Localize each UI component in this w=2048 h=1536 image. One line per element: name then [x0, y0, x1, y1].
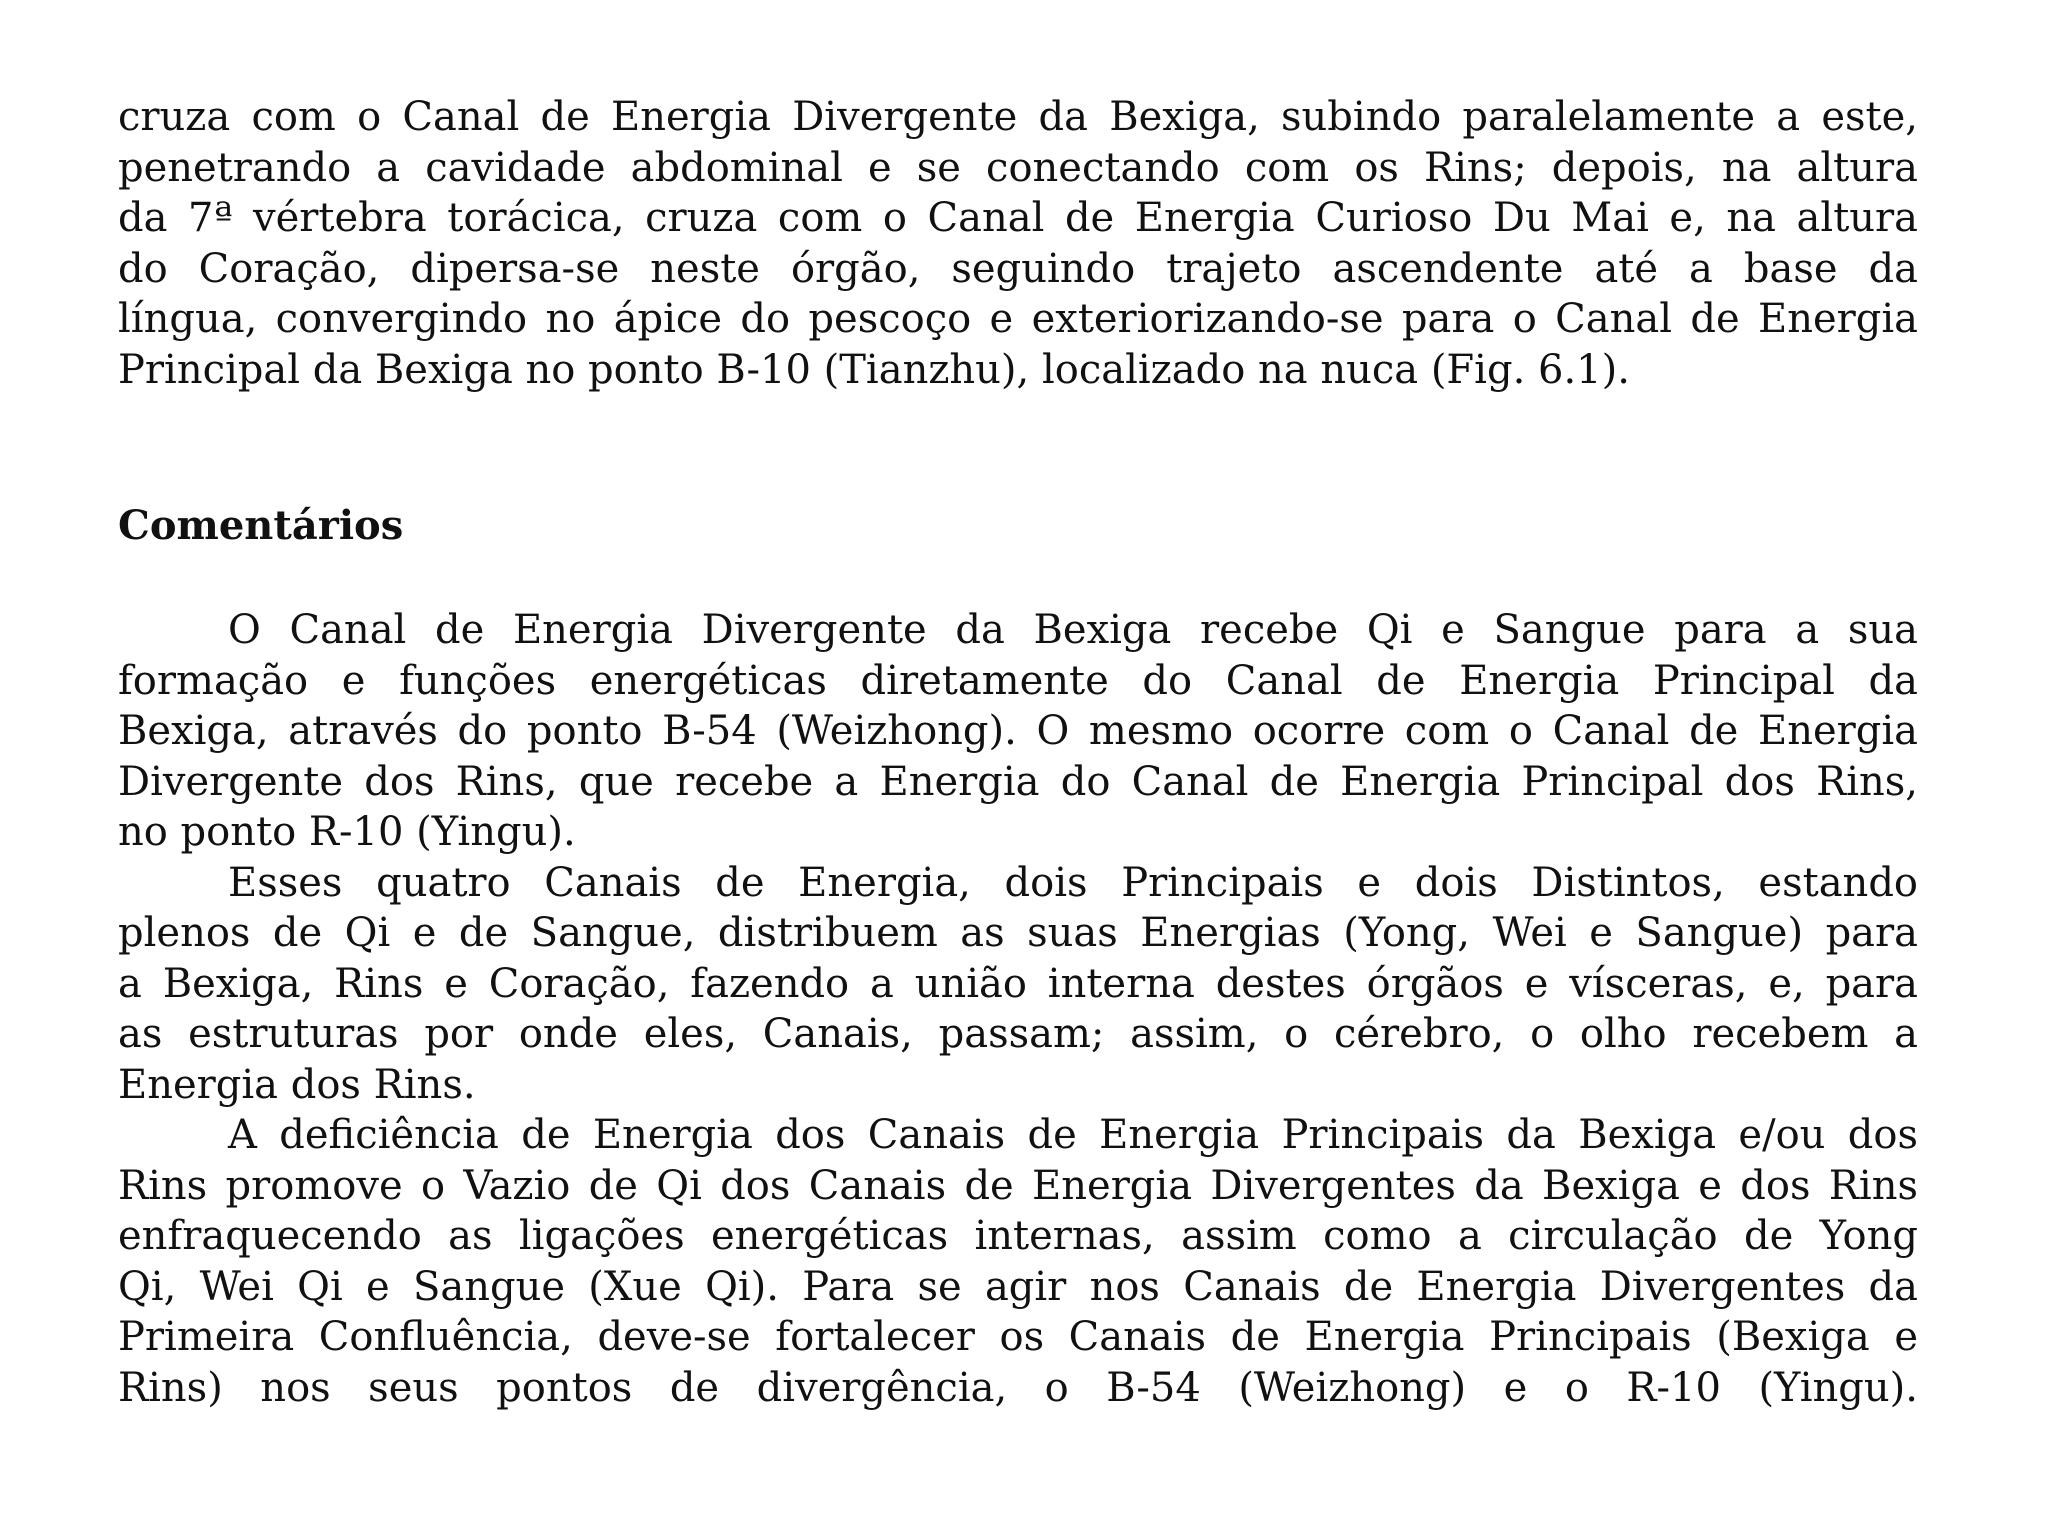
- text-line: a Bexiga, Rins e Coração, fazendo a união interna destes órgãos e vísceras, e, para: [118, 960, 1918, 1007]
- text-line: O Canal de Energia Divergente da Bexiga recebe Qi e Sangue para a sua: [228, 607, 1918, 653]
- text-line: Energia dos Rins.: [118, 1061, 476, 1108]
- text-line: as estruturas por onde eles, Canais, passam; assim, o cérebro, o olho recebem a: [118, 1011, 1918, 1057]
- comment-paragraph-2: [118, 858, 1918, 1111]
- text-line: Divergente dos Rins, que recebe a Energia do Canal de Energia Principal dos Rins,: [118, 758, 1918, 805]
- text-line: enfraquecendo as ligações energéticas internas, assim como a circulação de Yong: [118, 1213, 1918, 1259]
- text-line: penetrando a cavidade abdominal e se conectando com os Rins; depois, na altura: [118, 144, 1918, 191]
- comment-paragraph-1: [118, 605, 1918, 858]
- text-line: Qi, Wei Qi e Sangue (Xue Qi). Para se agir nos Canais de Energia Divergentes da: [118, 1263, 1918, 1310]
- text-line: Esses quatro Canais de Energia, dois Principais e dois Distintos, estando: [228, 859, 1918, 906]
- text-line: cruza com o Canal de Energia Divergente da Bexiga, subindo paralelamente a este,: [118, 94, 1918, 140]
- text-line: plenos de Qi e de Sangue, distribuem as suas Energias (Yong, Wei e Sangue) para: [118, 910, 1918, 956]
- text-line: Principal da Bexiga no ponto B-10 (Tianzhu), localizado na nuca (Fig. 6.1).: [118, 346, 1630, 393]
- text-line: Rins) nos seus pontos de divergência, o B-54 (Weizhong) e o R-10 (Yingu).: [118, 1364, 1918, 1411]
- text-line: língua, convergindo no ápice do pescoço e exteriorizando-se para o Canal de Energia: [118, 296, 1918, 342]
- text-line: A deficiência de Energia dos Canais de Energia Principais da Bexiga e/ou dos: [228, 1112, 1918, 1158]
- text-line: do Coração, dipersa-se neste órgão, seguindo trajeto ascendente até a base da: [118, 245, 1918, 292]
- comment-paragraph-3: [118, 1110, 1918, 1413]
- text-line: Bexiga, através do ponto B-54 (Weizhong). O mesmo ocorre com o Canal de Energia: [118, 708, 1918, 754]
- section-heading: Comentários: [118, 502, 404, 549]
- document-page: [118, 92, 1918, 1411]
- text-line: da 7ª vértebra torácica, cruza com o Canal de Energia Curioso Du Mai e, na altura: [118, 195, 1918, 241]
- intro-paragraph: [118, 92, 1918, 395]
- text-line: Rins promove o Vazio de Qi dos Canais de Energia Divergentes da Bexiga e dos Rins: [118, 1162, 1918, 1209]
- text-line: Primeira Confluência, deve-se fortalecer os Canais de Energia Principais (Bexiga e: [118, 1314, 1918, 1360]
- comments-body: [118, 605, 1918, 1413]
- text-line: formação e funções energéticas diretamente do Canal de Energia Principal da: [118, 657, 1918, 704]
- text-line: no ponto R-10 (Yingu).: [118, 809, 576, 855]
